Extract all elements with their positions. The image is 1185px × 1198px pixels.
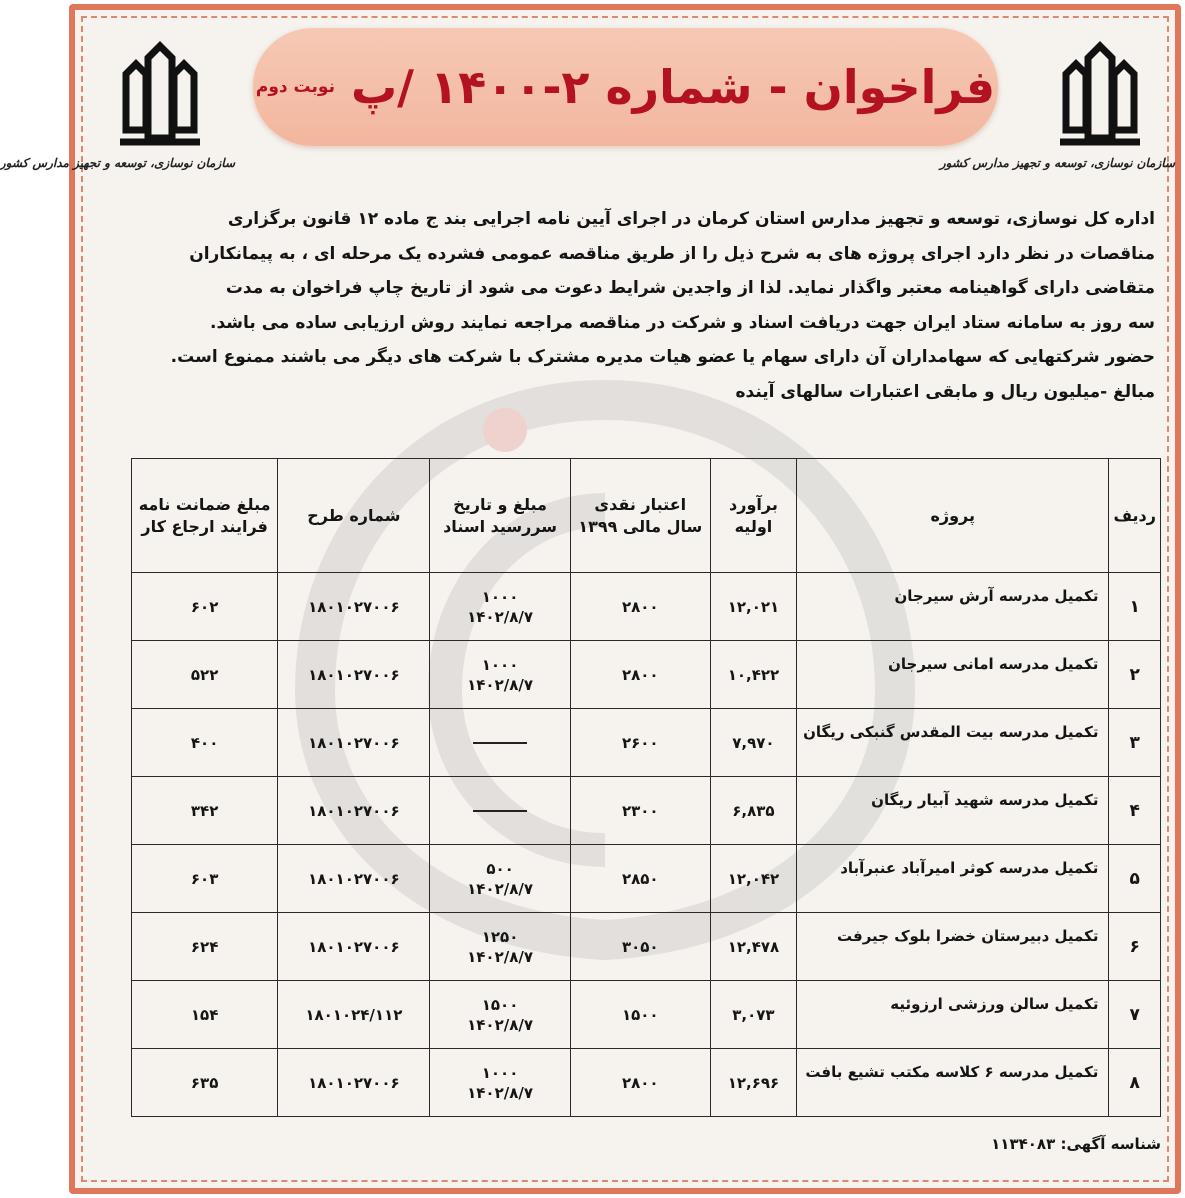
cell-amount-date: [430, 709, 570, 777]
logo-left: [0, 38, 235, 178]
table-row: [132, 845, 1161, 913]
header-credit: اعتبار نقدی سال مالی ۱۳۹۹: [570, 459, 710, 573]
cell-project: تکمیل مدرسه کوثر امیرآباد عنبرآباد: [797, 845, 1109, 913]
cell-amount-date: [430, 845, 570, 913]
table-row: [132, 641, 1161, 709]
projects-table: [131, 458, 1161, 1117]
cell-estimate: ۳,۰۷۳: [710, 981, 796, 1049]
empty-dash: [473, 810, 527, 812]
cell-amount: ۱۰۰۰: [481, 587, 519, 606]
table-header-row: [132, 459, 1161, 573]
cell-date: ۱۴۰۲/۸/۷: [467, 947, 534, 966]
page-title: فراخوان - شماره ۲-۱۴۰۰ /پ: [350, 60, 996, 114]
cell-row-number: ۸: [1109, 1049, 1161, 1117]
title-banner: [253, 28, 998, 146]
cell-row-number: ۳: [1109, 709, 1161, 777]
table-row: [132, 913, 1161, 981]
empty-dash: [473, 742, 527, 744]
cell-date: ۱۴۰۲/۸/۷: [467, 607, 534, 626]
cell-plan-number: ۱۸۰۱۰۲۷۰۰۶: [278, 573, 430, 641]
cell-row-number: ۷: [1109, 981, 1161, 1049]
cell-guarantee: ۴۰۰: [132, 709, 278, 777]
cell-date: ۱۴۰۲/۸/۷: [467, 1015, 534, 1034]
cell-estimate: ۱۰,۴۲۲: [710, 641, 796, 709]
cell-amount-date: [430, 913, 570, 981]
header: [0, 18, 1175, 178]
table-row: [132, 1049, 1161, 1117]
intro-text: [105, 202, 1155, 409]
intro-line: مناقصات در نظر دارد اجرای پروژه های به شرح ذیل را از طریق مناقصه عمومی فشرده یک مرحله ای ، به پیمانکاران: [189, 243, 1155, 264]
ad-id: شناسه آگهی: ۱۱۳۴۰۸۳: [991, 1135, 1161, 1153]
cell-amount: ۱۰۰۰: [481, 655, 519, 674]
organization-logo-icon: [1052, 38, 1148, 150]
cell-amount: ۱۵۰۰: [481, 995, 519, 1014]
cell-guarantee: ۵۲۲: [132, 641, 278, 709]
cell-amount-date: [430, 641, 570, 709]
cell-guarantee: ۶۰۲: [132, 573, 278, 641]
cell-row-number: ۵: [1109, 845, 1161, 913]
cell-credit: ۲۳۰۰: [570, 777, 710, 845]
cell-amount: ۵۰۰: [486, 859, 514, 878]
cell-credit: ۱۵۰۰: [570, 981, 710, 1049]
cell-row-number: ۴: [1109, 777, 1161, 845]
cell-guarantee: ۳۴۲: [132, 777, 278, 845]
cell-credit: ۲۸۰۰: [570, 1049, 710, 1117]
cell-plan-number: ۱۸۰۱۰۲۴/۱۱۲: [278, 981, 430, 1049]
cell-project: تکمیل مدرسه شهید آبیار ریگان: [797, 777, 1109, 845]
round-label: نوبت دوم: [255, 77, 335, 97]
header-guarantee: مبلغ ضمانت نامه فرایند ارجاع کار: [132, 459, 278, 573]
intro-line: سه روز به سامانه ستاد ایران جهت دریافت اسناد و شرکت در مناقصه مراجعه نمایند روش ارزیابی ساده می باشد.: [210, 312, 1155, 333]
organization-logo-icon: [112, 38, 208, 150]
logo-caption: سازمان نوسازی، توسعه و تجهیز مدارس کشور: [0, 156, 235, 170]
intro-line: مبالغ -میلیون ریال و مابقی اعتبارات سالهای آینده: [735, 381, 1155, 402]
cell-amount-date: [430, 1049, 570, 1117]
header-amount-date: مبلغ و تاریخ سررسید اسناد: [430, 459, 570, 573]
intro-line: متقاضی دارای گواهینامه معتبر واگذار نماید. لذا از واجدین شرایط دعوت می شود از تاریخ چاپ فراخوان به مدت: [225, 278, 1155, 298]
cell-credit: ۲۸۰۰: [570, 641, 710, 709]
header-estimate: برآورد اولیه: [710, 459, 796, 573]
cell-date: ۱۴۰۲/۸/۷: [467, 879, 534, 898]
header-plan-number: شماره طرح: [278, 459, 430, 573]
table-row: [132, 573, 1161, 641]
intro-line: حضور شرکتهایی که سهامداران آن دارای سهام یا عضو هیات مدیره مشترک با شرکت های دیگر می باشند ممنوع است.: [170, 347, 1155, 367]
cell-project: تکمیل مدرسه ۶ کلاسه مکتب تشیع بافت: [797, 1049, 1109, 1117]
cell-row-number: ۶: [1109, 913, 1161, 981]
cell-row-number: ۱: [1109, 573, 1161, 641]
cell-project: تکمیل سالن ورزشی ارزوئیه: [797, 981, 1109, 1049]
intro-line: اداره کل نوسازی، توسعه و تجهیز مدارس استان کرمان در اجرای آیین نامه اجرایی بند ج ماده ۱۲ قانون برگزاری: [227, 209, 1155, 229]
header-row-number: ردیف: [1109, 459, 1161, 573]
cell-amount-date: [430, 573, 570, 641]
cell-project: تکمیل مدرسه امانی سیرجان: [797, 641, 1109, 709]
table-row: [132, 777, 1161, 845]
cell-project: تکمیل مدرسه بیت المقدس گنبکی ریگان: [797, 709, 1109, 777]
logo-caption: سازمان نوسازی، توسعه و تجهیز مدارس کشور: [939, 156, 1175, 170]
cell-estimate: ۱۲,۶۹۶: [710, 1049, 796, 1117]
cell-date: ۱۴۰۲/۸/۷: [467, 675, 534, 694]
cell-amount: ۱۰۰۰: [481, 1063, 519, 1082]
cell-guarantee: ۶۲۴: [132, 913, 278, 981]
announcement-page: [0, 4, 1181, 1194]
cell-date: ۱۴۰۲/۸/۷: [467, 1083, 534, 1102]
cell-amount-date: [430, 777, 570, 845]
table-row: [132, 981, 1161, 1049]
cell-plan-number: ۱۸۰۱۰۲۷۰۰۶: [278, 641, 430, 709]
cell-project: تکمیل مدرسه آرش سیرجان: [797, 573, 1109, 641]
cell-amount: ۱۲۵۰: [481, 927, 519, 946]
cell-estimate: ۱۲,۰۲۱: [710, 573, 796, 641]
cell-estimate: ۱۲,۰۴۲: [710, 845, 796, 913]
cell-plan-number: ۱۸۰۱۰۲۷۰۰۶: [278, 709, 430, 777]
cell-estimate: ۱۲,۴۷۸: [710, 913, 796, 981]
cell-guarantee: ۶۳۵: [132, 1049, 278, 1117]
cell-credit: ۲۸۰۰: [570, 573, 710, 641]
cell-project: تکمیل دبیرستان خضرا بلوک جیرفت: [797, 913, 1109, 981]
cell-plan-number: ۱۸۰۱۰۲۷۰۰۶: [278, 1049, 430, 1117]
cell-plan-number: ۱۸۰۱۰۲۷۰۰۶: [278, 845, 430, 913]
cell-guarantee: ۱۵۴: [132, 981, 278, 1049]
cell-estimate: ۶,۸۳۵: [710, 777, 796, 845]
cell-plan-number: ۱۸۰۱۰۲۷۰۰۶: [278, 913, 430, 981]
cell-estimate: ۷,۹۷۰: [710, 709, 796, 777]
header-project: پروژه: [797, 459, 1109, 573]
cell-row-number: ۲: [1109, 641, 1161, 709]
cell-credit: ۲۶۰۰: [570, 709, 710, 777]
table-row: [132, 709, 1161, 777]
cell-credit: ۲۸۵۰: [570, 845, 710, 913]
logo-right: [939, 38, 1175, 178]
cell-amount-date: [430, 981, 570, 1049]
cell-credit: ۳۰۵۰: [570, 913, 710, 981]
cell-guarantee: ۶۰۳: [132, 845, 278, 913]
cell-plan-number: ۱۸۰۱۰۲۷۰۰۶: [278, 777, 430, 845]
